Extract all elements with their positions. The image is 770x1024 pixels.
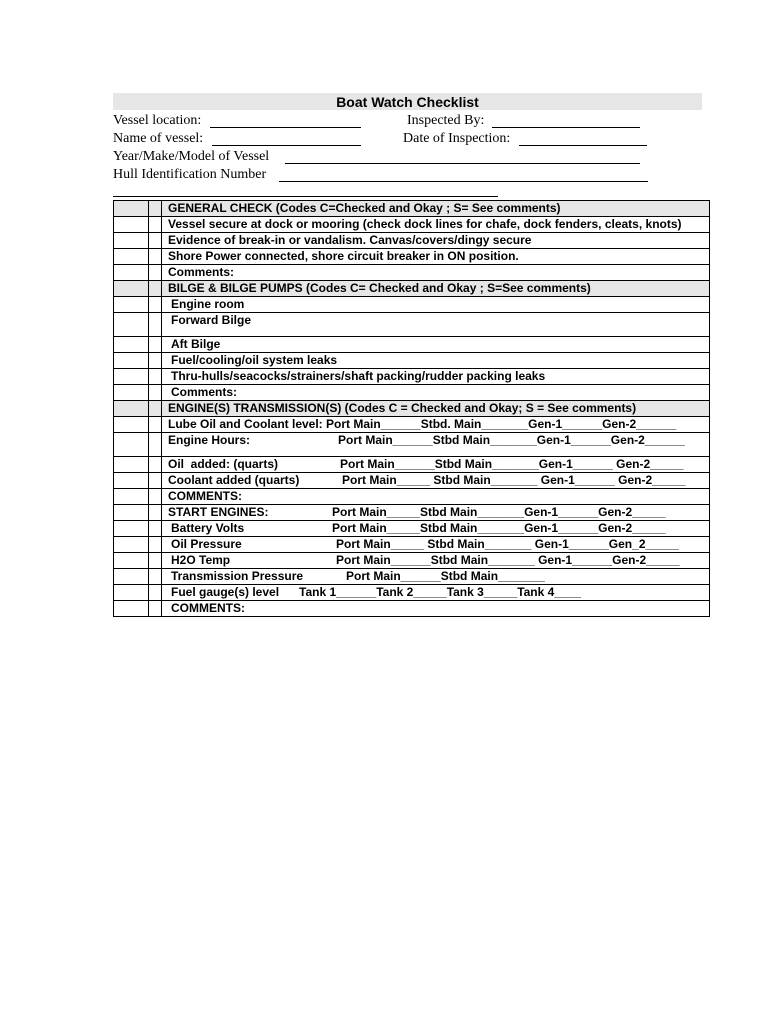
item-text: Lube Oil and Coolant level: Port Main______Stbd. Main_______Gen-1______Gen-2______ — [162, 417, 710, 433]
section-row-bilge — [114, 281, 710, 297]
mark-cell[interactable] — [149, 473, 162, 489]
name-of-vessel-field[interactable] — [212, 145, 361, 146]
separator-line — [113, 196, 498, 197]
item-value: Port Main______Stbd Main_______ Gen-1______Gen-2_____ — [336, 553, 680, 567]
item-text: Evidence of break-in or vandalism. Canvas/covers/dingy secure — [162, 233, 710, 249]
item-text: Shore Power connected, shore circuit breaker in ON position. — [162, 249, 710, 265]
mark-cell[interactable] — [149, 489, 162, 505]
mark-cell[interactable] — [149, 353, 162, 369]
code-cell[interactable] — [114, 489, 149, 505]
code-cell[interactable] — [114, 337, 149, 353]
code-cell[interactable] — [114, 313, 149, 337]
checklist-row — [114, 585, 710, 601]
checklist-row — [114, 569, 710, 585]
checklist-row — [114, 601, 710, 617]
item-label: Transmission Pressure — [171, 569, 304, 583]
item-text: COMMENTS: — [171, 601, 245, 615]
item-text: Comments: — [171, 385, 238, 399]
date-of-inspection-field[interactable] — [519, 145, 647, 146]
item-label: START ENGINES: — [168, 505, 269, 519]
mark-cell[interactable] — [149, 433, 162, 457]
code-cell[interactable] — [114, 553, 149, 569]
code-cell[interactable] — [114, 417, 149, 433]
item-value: Port Main______Stbd Main_______ — [346, 569, 545, 583]
item-label: Coolant added (quarts) — [168, 473, 300, 487]
checklist-row — [114, 457, 710, 473]
mark-cell[interactable] — [149, 601, 162, 617]
mark-cell[interactable] — [149, 281, 162, 297]
item-text: Comments: — [162, 265, 710, 281]
mark-cell[interactable] — [149, 553, 162, 569]
section-heading-bilge: BILGE & BILGE PUMPS (Codes C= Checked and Okay ; S=See comments) — [162, 281, 710, 297]
mark-cell[interactable] — [149, 585, 162, 601]
checklist-row — [114, 337, 710, 353]
mark-cell[interactable] — [149, 505, 162, 521]
hull-id-label: Hull Identification Number — [113, 167, 267, 182]
mark-cell[interactable] — [149, 569, 162, 585]
item-label: Battery Volts — [171, 521, 245, 535]
code-cell[interactable] — [114, 265, 149, 281]
section-row-general — [114, 201, 710, 217]
hull-id-field[interactable] — [279, 181, 648, 182]
mark-cell[interactable] — [149, 265, 162, 281]
checklist-row — [114, 265, 710, 281]
code-cell[interactable] — [114, 601, 149, 617]
mark-cell[interactable] — [149, 417, 162, 433]
item-text: Fuel/cooling/oil system leaks — [171, 353, 338, 367]
checklist-row — [114, 473, 710, 489]
mark-cell[interactable] — [149, 249, 162, 265]
checklist-row — [114, 553, 710, 569]
checklist-row — [114, 489, 710, 505]
code-cell[interactable] — [114, 281, 149, 297]
page-title: Boat Watch Checklist — [336, 94, 479, 110]
code-cell[interactable] — [114, 505, 149, 521]
vessel-location-field[interactable] — [210, 127, 361, 128]
year-make-model-field[interactable] — [285, 163, 640, 164]
code-cell[interactable] — [114, 537, 149, 553]
mark-cell[interactable] — [149, 369, 162, 385]
checklist-row — [114, 521, 710, 537]
code-cell[interactable] — [114, 585, 149, 601]
item-text: Vessel secure at dock or mooring (check dock lines for chafe, dock fenders, cleats, knots) — [162, 217, 710, 233]
checklist-row — [114, 217, 710, 233]
checklist-row — [114, 537, 710, 553]
checklist-row — [114, 505, 710, 521]
item-text: Aft Bilge — [171, 337, 221, 351]
checklist-row — [114, 369, 710, 385]
checklist-row — [114, 313, 710, 337]
item-value: Port Main______Stbd Main_______Gen-1______Gen-2______ — [338, 433, 685, 447]
item-label: Engine Hours: — [168, 433, 251, 447]
item-value: Port Main_____Stbd Main_______Gen-1______Gen-2_____ — [332, 521, 666, 535]
checklist-row — [114, 353, 710, 369]
item-label: Oil added: (quarts) — [168, 457, 279, 471]
checklist-row — [114, 433, 710, 457]
code-cell[interactable] — [114, 457, 149, 473]
mark-cell[interactable] — [149, 217, 162, 233]
checklist-row — [114, 233, 710, 249]
item-label: H2O Temp — [171, 553, 231, 567]
code-cell[interactable] — [114, 401, 149, 417]
mark-cell[interactable] — [149, 233, 162, 249]
code-cell[interactable] — [114, 233, 149, 249]
code-cell[interactable] — [114, 473, 149, 489]
inspected-by-field[interactable] — [492, 127, 640, 128]
checklist-table — [113, 200, 710, 617]
item-text: Fuel gauge(s) level Tank 1______Tank 2_____Tank 3_____Tank 4____ — [171, 585, 582, 599]
item-text: Engine room — [171, 297, 245, 311]
section-heading-general: GENERAL CHECK (Codes C=Checked and Okay ; S= See comments) — [162, 201, 710, 217]
mark-cell[interactable] — [149, 521, 162, 537]
code-cell[interactable] — [114, 353, 149, 369]
section-row-engine — [114, 401, 710, 417]
item-value: Port Main______Stbd Main_______Gen-1______ Gen-2_____ — [340, 457, 684, 471]
inspected-by-label: Inspected By: — [407, 113, 485, 128]
mark-cell[interactable] — [149, 337, 162, 353]
code-cell[interactable] — [114, 385, 149, 401]
date-of-inspection-label: Date of Inspection: — [403, 131, 511, 146]
code-cell[interactable] — [114, 249, 149, 265]
checklist-row — [114, 417, 710, 433]
code-cell[interactable] — [114, 521, 149, 537]
section-heading-engine: ENGINE(S) TRANSMISSION(S) (Codes C = Checked and Okay; S = See comments) — [162, 401, 710, 417]
checklist-row — [114, 297, 710, 313]
item-text: Thru-hulls/seacocks/strainers/shaft packing/rudder packing leaks — [171, 369, 546, 383]
item-label: Oil Pressure — [171, 537, 242, 551]
name-of-vessel-label: Name of vessel: — [113, 131, 204, 146]
vessel-location-label: Vessel location: — [113, 113, 202, 128]
mark-cell[interactable] — [149, 401, 162, 417]
code-cell[interactable] — [114, 369, 149, 385]
item-value: Port Main_____Stbd Main_______Gen-1______Gen-2_____ — [332, 505, 666, 519]
year-make-model-label: Year/Make/Model of Vessel — [113, 149, 270, 164]
mark-cell[interactable] — [149, 385, 162, 401]
item-text: Forward Bilge — [171, 313, 252, 327]
mark-cell[interactable] — [149, 457, 162, 473]
code-cell[interactable] — [114, 433, 149, 457]
mark-cell[interactable] — [149, 297, 162, 313]
code-cell[interactable] — [114, 297, 149, 313]
checklist-row — [114, 385, 710, 401]
item-value: Port Main_____ Stbd Main_______ Gen-1______ Gen-2_____ — [342, 473, 686, 487]
code-cell[interactable] — [114, 217, 149, 233]
item-text: COMMENTS: — [162, 489, 710, 505]
mark-cell[interactable] — [149, 313, 162, 337]
checklist-row — [114, 249, 710, 265]
mark-cell[interactable] — [149, 201, 162, 217]
code-cell[interactable] — [114, 569, 149, 585]
mark-cell[interactable] — [149, 537, 162, 553]
item-value: Port Main_____ Stbd Main_______ Gen-1______Gen_2_____ — [336, 537, 679, 551]
code-cell[interactable] — [114, 201, 149, 217]
